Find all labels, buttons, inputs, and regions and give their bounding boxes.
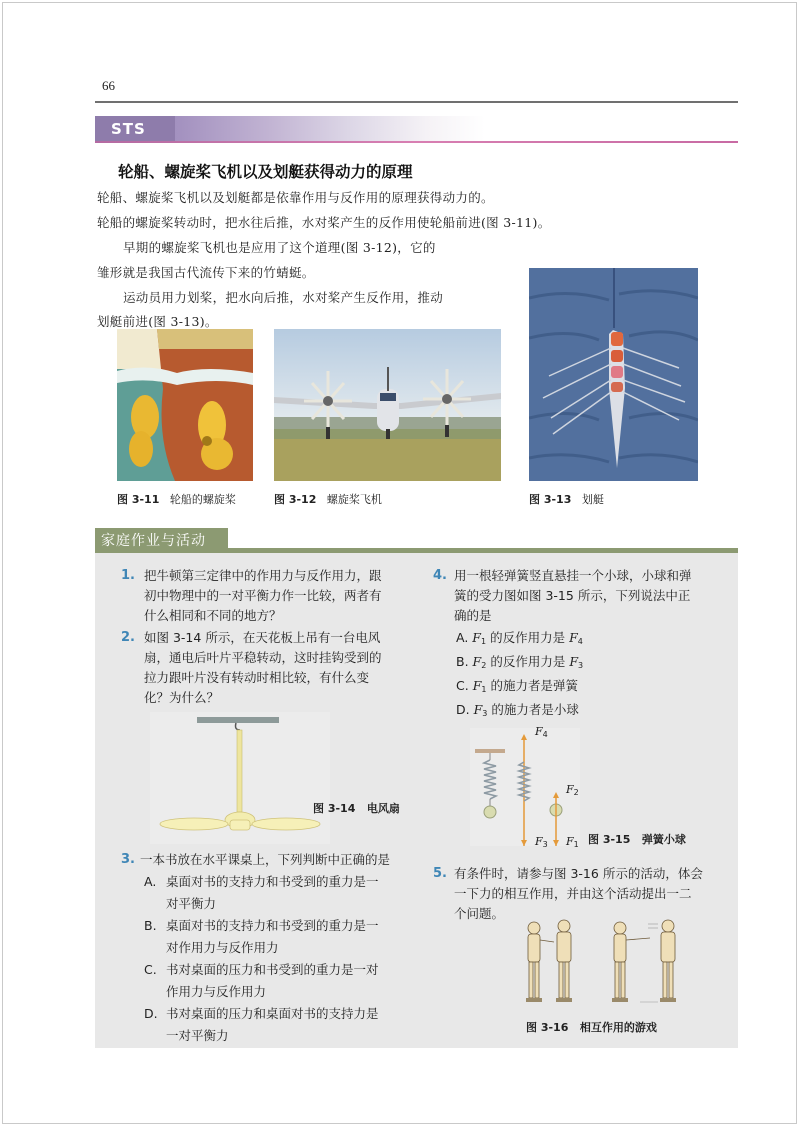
option-text: 书对桌面的压力和书受到的重力是一对 <box>166 962 379 977</box>
figure-number: 图 3-15 <box>588 833 631 846</box>
force-symbol: F <box>472 678 482 693</box>
question-line: 确的是 <box>454 608 492 623</box>
page-number: 66 <box>102 78 115 93</box>
force-subscript: 1 <box>480 637 487 646</box>
option-key: B. <box>144 918 157 933</box>
figure-caption <box>529 491 604 507</box>
propeller-airplane-image <box>274 329 501 481</box>
header-rule <box>95 101 738 103</box>
force-symbol: F <box>569 630 578 645</box>
force-subscript: 3 <box>578 661 584 670</box>
figure-caption-text: 螺旋桨飞机 <box>326 493 382 506</box>
label-f1: $F_1$ <box>566 835 579 849</box>
interaction-game-illustration <box>520 918 690 1008</box>
figure-caption-text: 相互作用的游戏 <box>579 1021 657 1034</box>
sts-paragraph: 雏形就是我国古代流传下来的竹蜻蜓。 <box>97 265 315 280</box>
homework-label: 家庭作业与活动 <box>101 533 206 549</box>
question-1 <box>144 566 382 626</box>
label-f3: $F_3$ <box>535 835 548 849</box>
sts-paragraph: 划艇前进(图 3-13)。 <box>97 314 218 329</box>
option-b <box>144 916 379 955</box>
figure-caption <box>117 491 236 507</box>
question-5 <box>454 864 703 924</box>
option-key: C. <box>456 678 469 693</box>
question-4 <box>454 566 692 626</box>
question-line: 用一根轻弹簧竖直悬挂一个小球，小球和弹 <box>454 568 692 583</box>
question-line: 什么相同和不同的地方？ <box>144 608 282 623</box>
option-text: 桌面对书的支持力和书受到的重力是一 <box>166 918 379 933</box>
question-line: 簧的受力图如图 3-15 所示，下列说法中正 <box>454 588 691 603</box>
figure-caption-text: 划艇 <box>581 493 604 506</box>
figure-number: 图 3-11 <box>117 493 160 506</box>
question-line: 初中物理中的一对平衡力作一比较，两者有 <box>144 588 382 603</box>
force-symbol: F <box>569 654 578 669</box>
option-c <box>144 960 379 999</box>
option-d <box>456 700 579 724</box>
label-f4: $F_4$ <box>535 725 548 739</box>
sts-label: STS <box>111 120 146 138</box>
question-line: 化？为什么？ <box>144 690 220 705</box>
sts-section-header <box>95 116 738 143</box>
label-f2: $F_2$ <box>566 783 579 797</box>
option-text: 作用力与反作用力 <box>166 984 267 999</box>
option-a <box>144 872 379 911</box>
question-line: 个问题。 <box>454 906 505 921</box>
force-subscript: 1 <box>573 840 579 849</box>
force-subscript: 1 <box>481 685 487 694</box>
rowing-image <box>529 268 698 481</box>
question-number: 3. <box>121 852 135 867</box>
force-subscript: 4 <box>577 637 583 646</box>
option-c <box>456 676 578 700</box>
option-key: D. <box>144 1006 158 1021</box>
force-symbol: F <box>472 654 482 669</box>
force-subscript: 3 <box>542 840 548 849</box>
question-line: 如图 3-14 所示，在天花板上吊有一台电风 <box>144 630 381 645</box>
sts-paragraph: 轮船、螺旋桨飞机以及划艇都是依靠作用与反作用的原理获得动力的。 <box>97 190 494 205</box>
ship-propeller-image <box>117 329 253 481</box>
figure-number: 图 3-12 <box>274 493 317 506</box>
force-subscript: 3 <box>482 709 488 718</box>
figure-caption-text: 轮船的螺旋桨 <box>169 493 236 506</box>
question-line: 一本书放在水平课桌上，下列判断中正确的是 <box>140 852 391 867</box>
option-key: A. <box>456 630 469 645</box>
homework-header <box>95 528 228 550</box>
question-2 <box>144 628 382 708</box>
ceiling-fan-image <box>150 712 330 844</box>
question-3 <box>140 850 390 870</box>
figure-caption <box>588 831 686 847</box>
option-text: 对平衡力 <box>166 896 217 911</box>
spring-ball-diagram <box>470 728 580 846</box>
figure-caption <box>313 800 400 816</box>
option-text: 桌面对书的支持力和书受到的重力是一 <box>166 874 379 889</box>
question-line: 扇，通电后叶片平稳转动，这时挂钩受到的 <box>144 650 382 665</box>
force-subscript: 2 <box>573 788 579 797</box>
option-key: D. <box>456 702 470 717</box>
figure-number: 图 3-13 <box>529 493 572 506</box>
sts-paragraph: 早期的螺旋桨飞机也是应用了这个道理(图 3-12)，它的 <box>123 240 436 255</box>
question-number: 5. <box>433 866 447 881</box>
option-text: 的施力者是弹簧 <box>490 678 578 693</box>
figure-caption-text: 电风扇 <box>366 802 400 815</box>
option-text: 的反作用力是 <box>490 630 566 645</box>
force-subscript: 4 <box>542 730 548 739</box>
option-key: B. <box>456 654 469 669</box>
figure-caption <box>274 491 382 507</box>
figure-number: 图 3-14 <box>313 802 356 815</box>
figure-caption <box>526 1019 657 1035</box>
sts-paragraph: 轮船的螺旋桨转动时，把水往后推，水对桨产生的反作用使轮船前进(图 3-11)。 <box>97 215 551 230</box>
option-text: 一对平衡力 <box>166 1028 229 1043</box>
force-symbol: F <box>473 702 483 717</box>
option-text: 书对桌面的压力和桌面对书的支持力是 <box>166 1006 379 1021</box>
question-number: 4. <box>433 568 447 583</box>
question-line: 拉力跟叶片没有转动时相比较，有什么变 <box>144 670 370 685</box>
option-key: C. <box>144 962 157 977</box>
option-key: A. <box>144 874 157 889</box>
force-subscript: 2 <box>481 661 487 670</box>
figure-number: 图 3-16 <box>526 1021 569 1034</box>
question-number: 1. <box>121 568 135 583</box>
option-text: 的反作用力是 <box>490 654 566 669</box>
option-a <box>456 628 583 652</box>
sts-underline <box>95 141 738 143</box>
option-d <box>144 1004 379 1043</box>
question-line: 把牛顿第三定律中的作用力与反作用力，跟 <box>144 568 382 583</box>
question-number: 2. <box>121 630 135 645</box>
sts-paragraph: 运动员用力划桨，把水向后推，水对桨产生反作用，推动 <box>123 290 444 305</box>
question-line: 一下力的相互作用，并由这个活动提出一二 <box>454 886 692 901</box>
force-symbol: F <box>472 630 481 645</box>
option-text: 对作用力与反作用力 <box>166 940 279 955</box>
option-text: 的施力者是小球 <box>491 702 579 717</box>
option-b <box>456 652 583 676</box>
figure-caption-text: 弹簧小球 <box>641 833 686 846</box>
question-line: 有条件时，请参与图 3-16 所示的活动，体会 <box>454 866 703 881</box>
sts-title: 轮船、螺旋桨飞机以及划艇获得动力的原理 <box>118 163 413 181</box>
